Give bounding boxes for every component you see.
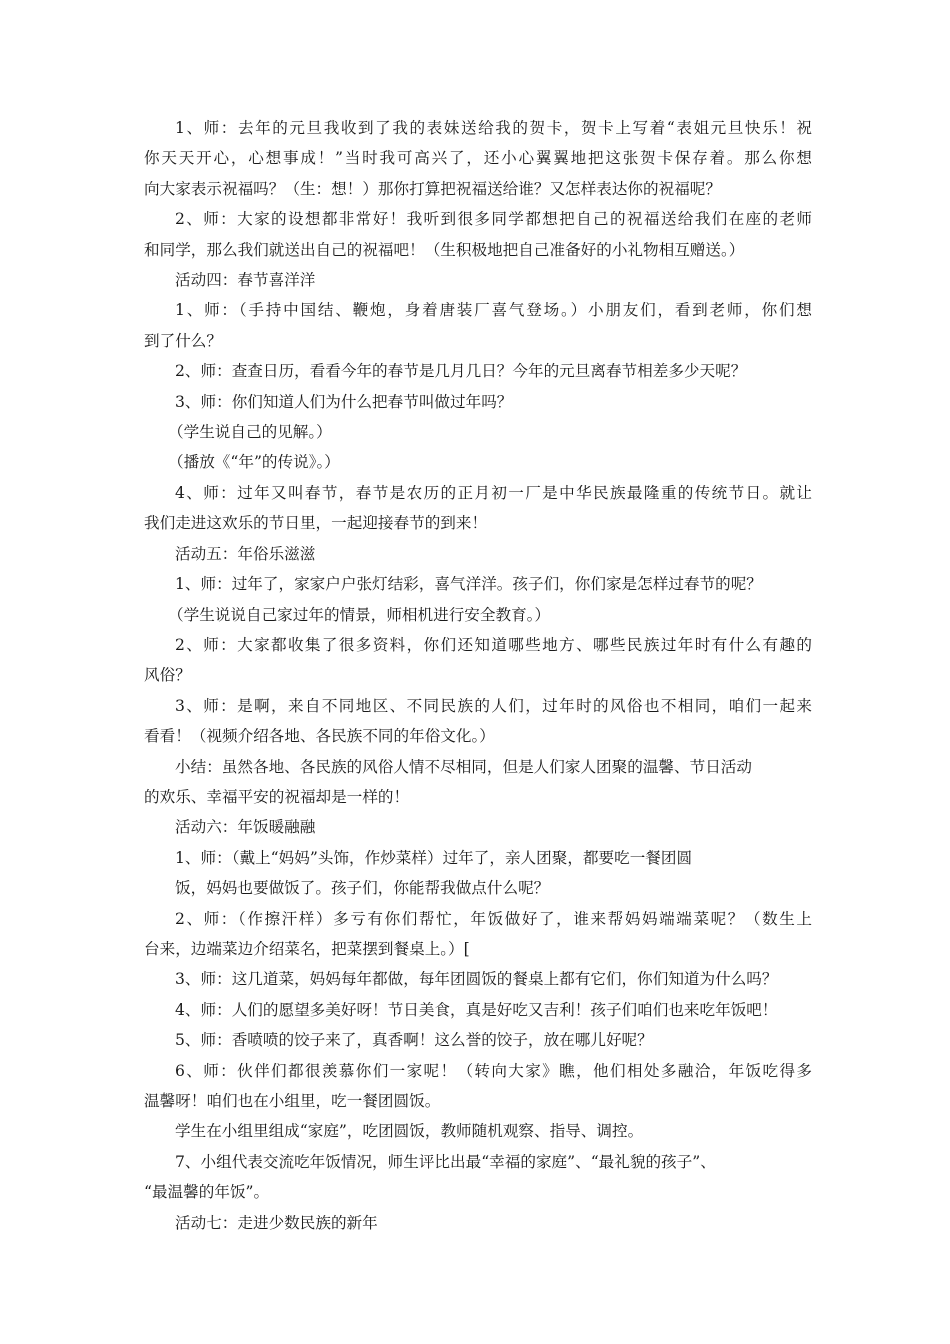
text-line: 1、师：去年的元旦我收到了我的表妹送给我的贺卡，贺卡上写着“表姐元旦快乐！祝 [175, 119, 812, 137]
text-line: 2、师：（作擦汗样）多亏有你们帮忙，年饭做好了，谁来帮妈妈端端菜呢？（数生上 [175, 909, 812, 928]
text-line: 1、师：过年了，家家户户张灯结彩，喜气洋洋。孩子们，你们家是怎样过春节的呢？ [175, 575, 762, 594]
document-body [144, 113, 812, 1238]
text-line: 3、师：你们知道人们为什么把春节叫做过年吗？ [175, 392, 513, 411]
text-line: 我们走进这欢乐的节日里，一起迎接春节的到来！ [144, 514, 488, 533]
text-line: 活动七：走进少数民族的新年 [175, 1213, 378, 1232]
text-line: 1、师：（手持中国结、鞭炮，身着唐装厂喜气登场。）小朋友们，看到老师，你们想 [175, 301, 812, 320]
text-line: 6、师：伙伴们都很羡慕你们一家呢！（转向大家》瞧，他们相处多融洽，年饭吃得多 [175, 1061, 812, 1080]
text-line: （播放《“年”的传说》。） [168, 453, 340, 472]
text-line: 台来，边端菜边介绍菜名，把菜摆到餐桌上。）[ [144, 939, 470, 958]
text-line: 活动六：年饭暖融融 [175, 818, 316, 837]
text-line: 温馨呀！咱们也在小组里，吃一餐团圆饭。 [144, 1092, 441, 1110]
text-line: 3、师：是啊，来自不同地区、不同民族的人们，过年时的风俗也不相同，咱们一起来 [175, 696, 812, 715]
text-line: 2、师：大家都收集了很多资料，你们还知道哪些地方、哪些民族过年时有什么有趣的 [175, 635, 812, 654]
text-line: 风俗？ [144, 666, 191, 685]
text-line: 看看！（视频介绍各地、各民族不同的年俗文化。） [144, 727, 495, 746]
text-line: 2、师：大家的设想都非常好！我听到很多同学都想把自己的祝福送给我们在座的老师 [175, 210, 812, 229]
text-line: 7、小组代表交流吃年饭情况，师生评比出最“幸福的家庭”、“最礼貌的孩子”、 [175, 1152, 716, 1171]
text-line: 5、师：香喷喷的饺子来了，真香啊！这么誉的饺子，放在哪儿好呢？ [175, 1031, 653, 1050]
text-line: 和同学，那么我们就送出自己的祝福吧！（生积极地把自己准备好的小礼物相互赠送。） [144, 240, 745, 259]
text-line: 的欢乐、幸福平安的祝福却是一样的！ [144, 787, 410, 806]
text-line: 4、师：人们的愿望多美好呀！节日美食，真是好吃又吉利！孩子们咱们也来吃年饭吧！ [175, 1000, 778, 1019]
text-line: 学生在小组里组成“家庭”，吃团圆饭，教师随机观察、指导、调控。 [175, 1122, 644, 1141]
text-line: 2、师：查查日历，看看今年的春节是几月几日？今年的元旦离春节相差多少天呢？ [175, 362, 747, 381]
text-line: （学生说说自己家过年的情景，师相机进行安全教育。） [168, 605, 551, 624]
text-line: 1、师：（戴上“妈妈”头饰，作炒菜样）过年了，亲人团聚，都要吃一餐团圆 [175, 848, 693, 867]
text-line: 小结：虽然各地、各民族的风俗人情不尽相同，但是人们家人团聚的温馨、节日活动 [175, 757, 752, 776]
text-line: “最温馨的年饭”。 [144, 1183, 270, 1202]
text-line: 向大家表示祝福吗？（生：想！）那你打算把祝福送给谁？又怎样表达你的祝福呢？ [144, 179, 721, 198]
text-line: 你天天开心，心想事成！”当时我可高兴了，还小心翼翼地把这张贺卡保存着。那么你想 [144, 149, 812, 168]
text-line: 饭，妈妈也要做饭了。孩子们，你能帮我做点什么呢？ [175, 879, 550, 898]
text-line: 3、师：这几道菜，妈妈每年都做，每年团圆饭的餐桌上都有它们，你们知道为什么吗？ [175, 970, 778, 989]
text-line: 活动四：春节喜洋洋 [175, 271, 316, 290]
text-line: 到了什么？ [144, 331, 222, 350]
text-line: 活动五：年俗乐滋滋 [175, 544, 316, 563]
text-line: 4、师：过年又叫春节，春节是农历的正月初一厂是中华民族最隆重的传统节日。就让 [175, 483, 812, 502]
text-line: （学生说自己的见解。） [168, 423, 332, 442]
